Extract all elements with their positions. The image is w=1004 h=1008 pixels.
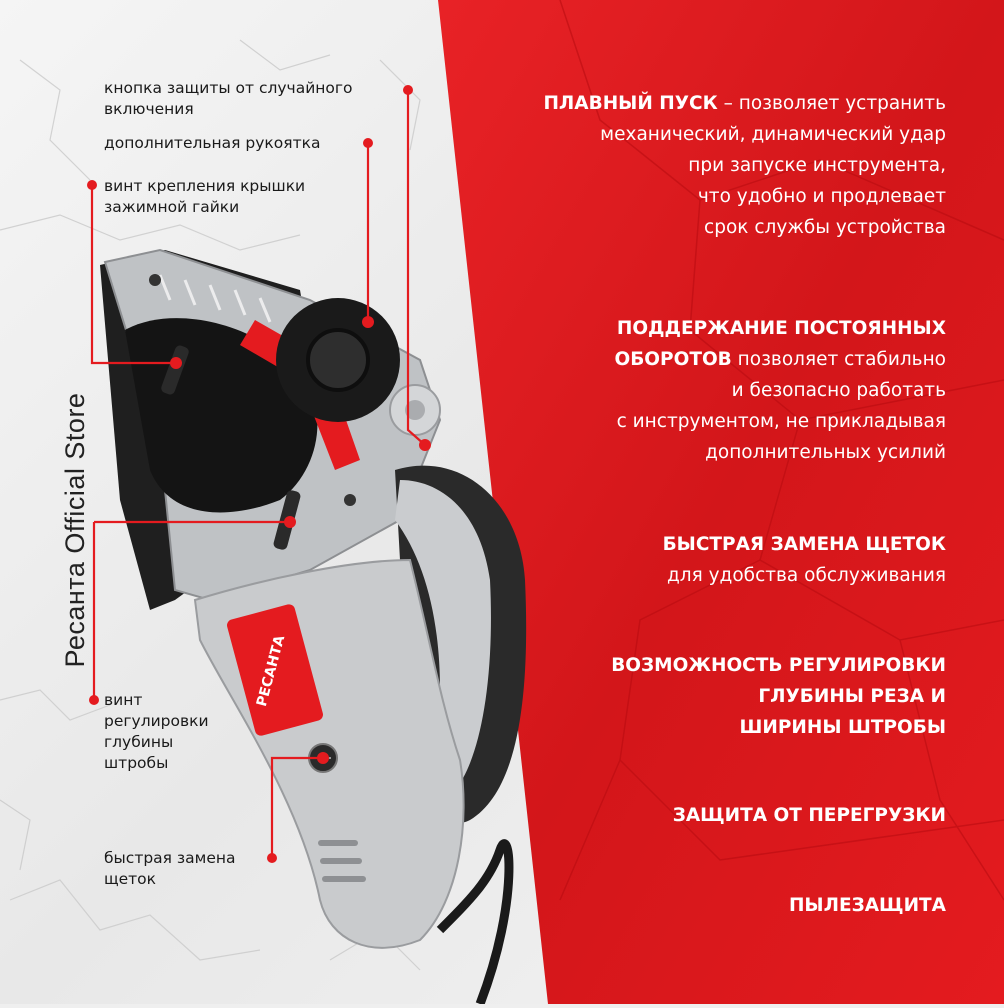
feature-text: и безопасно работать	[731, 380, 946, 401]
callout-depth-screw	[104, 690, 209, 774]
feature-title: ОБОРОТОВ	[614, 349, 732, 370]
store-name-vertical: Ресанта Official Store	[60, 392, 90, 668]
feature-text: – позволяет устранить	[717, 93, 946, 114]
callout-line: включения	[104, 100, 194, 118]
feature-title: ШИРИНЫ ШТРОБЫ	[739, 717, 946, 738]
marker-depth-screw	[284, 516, 296, 528]
marker-protection-button	[419, 439, 431, 451]
feature-text: при запуске инструмента,	[688, 155, 946, 176]
callout-line: регулировки	[104, 712, 209, 730]
brand-label: РЕСАНТА	[253, 633, 289, 709]
feature-brush-change	[663, 529, 946, 591]
feature-text: механический, динамический удар	[600, 124, 946, 145]
feature-soft-start	[543, 88, 946, 243]
feature-title: ВОЗМОЖНОСТЬ РЕГУЛИРОВКИ	[611, 655, 946, 676]
feature-title: ГЛУБИНЫ РЕЗА И	[758, 686, 946, 707]
feature-text: срок службы устройства	[704, 217, 946, 238]
feature-depth-adjust	[611, 650, 946, 743]
feature-text: дополнительных усилий	[705, 442, 946, 463]
callout-cover-screw	[104, 176, 305, 218]
callout-line: кнопка защиты от случайного	[104, 79, 353, 97]
feature-text: позволяет стабильно	[731, 349, 946, 370]
feature-text: с инструментом, не прикладывая	[616, 411, 946, 432]
feature-text: для удобства обслуживания	[666, 565, 946, 586]
feature-overload-protection	[673, 800, 946, 831]
feature-text: что удобно и продлевает	[697, 186, 946, 207]
callout-line: штробы	[104, 754, 169, 772]
marker-cover-screw	[170, 357, 182, 369]
feature-constant-speed	[614, 313, 946, 468]
callout-line: глубины	[104, 733, 174, 751]
feature-title: ПЛАВНЫЙ ПУСК	[543, 93, 718, 114]
callout-line: зажимной гайки	[104, 198, 240, 216]
feature-title: ЗАЩИТА ОТ ПЕРЕГРУЗКИ	[672, 805, 946, 826]
callout-line: дополнительная рукоятка	[104, 134, 321, 152]
callout-line: винт крепления крышки	[104, 177, 306, 195]
marker-brush-replacement	[317, 752, 329, 764]
callout-brush-replacement	[104, 848, 236, 890]
callout-protection-button	[104, 78, 353, 120]
feature-title: БЫСТРАЯ ЗАМЕНА ЩЕТОК	[662, 534, 946, 555]
callout-line: щеток	[104, 870, 157, 888]
feature-dust-protection	[789, 890, 946, 921]
feature-title: ПОДДЕРЖАНИЕ ПОСТОЯННЫХ	[616, 318, 946, 339]
marker-aux-handle	[362, 316, 374, 328]
callout-aux-handle	[104, 133, 321, 154]
feature-title: ПЫЛЕЗАЩИТА	[788, 895, 946, 916]
callout-line: винт	[104, 691, 143, 709]
callout-line: быстрая замена	[104, 849, 236, 867]
